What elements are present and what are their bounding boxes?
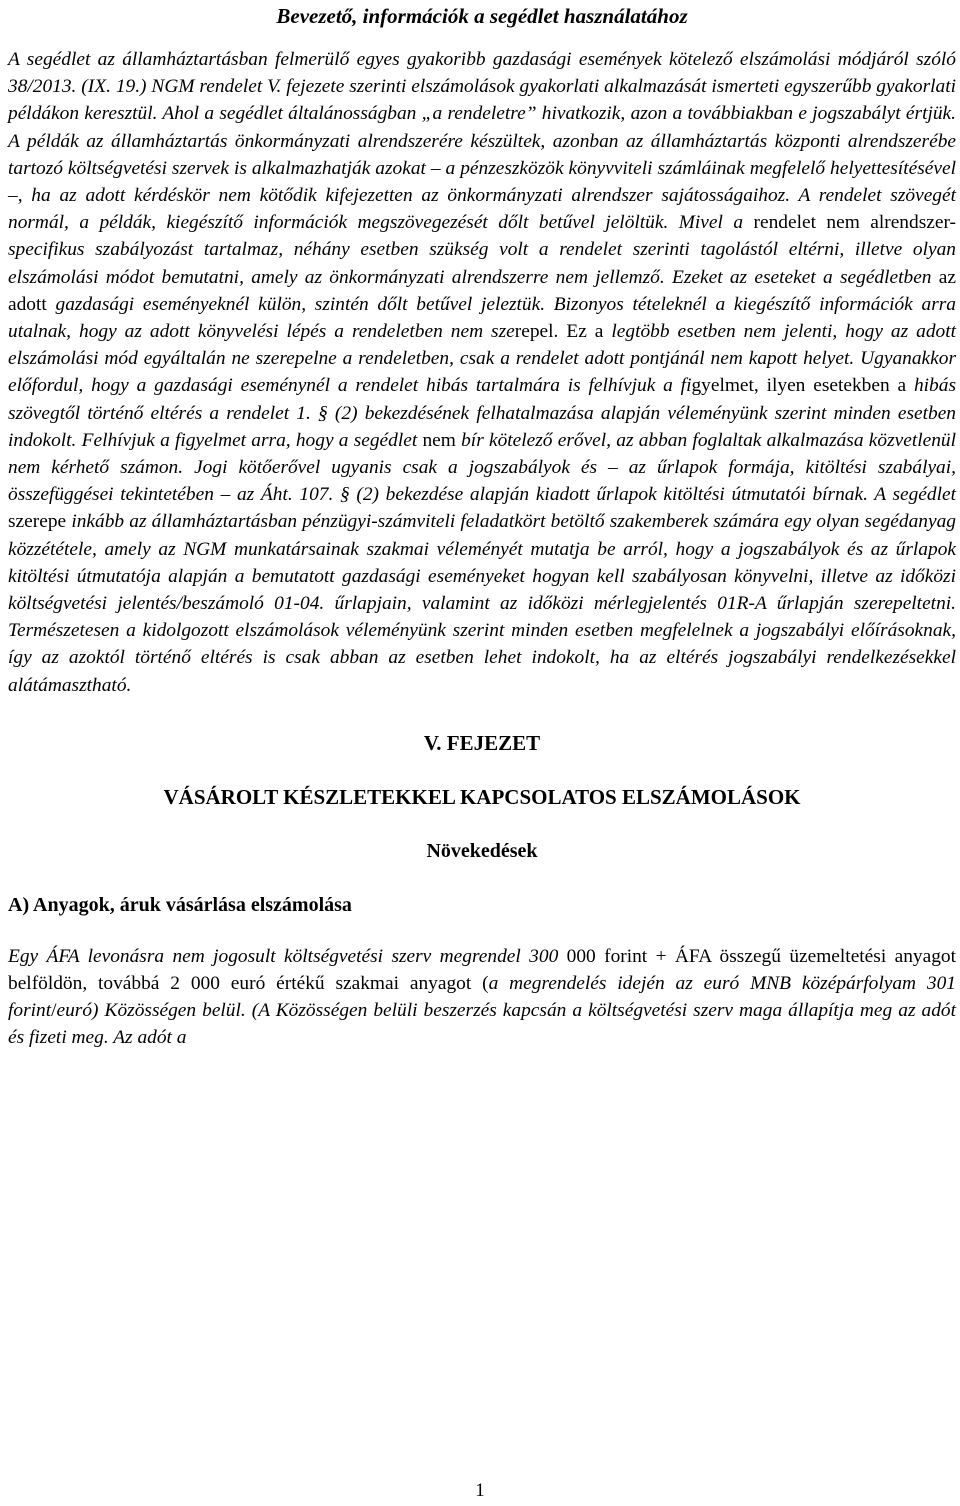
subsection-title: A) Anyagok, áruk vásárlása elszámolása <box>8 893 352 916</box>
intro-text-italic-5: hibás szövegtől történő eltérés a rendelet 1. § (2) bekezdésének felhatalmazása alapján véleményünk szerint minden esetben indokolt. Felhívjuk a figyelmet arra, hogy a segédlet <box>8 375 956 451</box>
example-text-normal-2: / <box>51 1000 57 1022</box>
page-number: 1 <box>475 1480 485 1501</box>
document-page <box>8 0 956 1052</box>
intro-text-italic-2: specifikus szabályozást tartalmaz, néhány esetben szükség volt a rendelet szerinti tagolástól eltérni, illetve olyan elszámolási módot bemutatni, amely az önkormányzati alrendszerre nem jellemző. Ezeket az eseteket a segédletben <box>8 239 956 288</box>
intro-text-italic-1: A segédlet az államháztartásban felmerülő egyes gyakoribb gazdasági események kötelező elszámolási módjáról szóló 38/2013. (IX. 19.) NGM rendelet V. fejezete szerinti elszámolások gyakorlati alkalmazását ismerteti egyszerűbb gyakorlati példákon keresztül. Ahol a segédlet általánosságban „a rendeletre” hivatkozik, azon a továbbiakban e jogszabályt értjük. A példák az államháztartás önkormányzati alrendszerére készültek, azonban az államháztartás központi alrendszerébe tartozó költségvetési szervek is alkalmazhatják azokat – a pénzeszközök könyvviteli számláinak megfelelő helyettesítésével –, ha az adott kérdéskör nem kötődik kifejezetten az önkormányzati alrendszer sajátosságaihoz. A rendelet szövegét normál, a példák, kiegészítő információk megszövegezését dőlt betűvel jelöltük. Mivel a <box>8 49 956 234</box>
intro-text-normal-1: rendelet nem alrendszer- <box>753 212 956 234</box>
intro-text-normal-4: gyelmet, ilyen esetekben a <box>691 375 907 397</box>
example-text-normal-1: 000 forint + ÁFA összegű üzemeltetési anyagot belföldön, továbbá 2 000 euró értékű szakmai anyagot ( <box>8 945 956 995</box>
intro-text-italic-6: bír kötelező erővel, az abban foglaltak alkalmazása közvetlenül nem kérhető számon. Jogi kötőerővel ugyanis csak a jogszabályok és – az űrlapok formája, kitöltési szabályai, összefüggései tekintetében – az Áht. 107. § (2) bekezdése alapján kiadott űrlapok kitöltési útmutatói bírnak. A segédlet <box>8 429 957 506</box>
section-title: Növekedések <box>426 839 538 862</box>
example-text-italic-1: Egy ÁFA levonásra nem jogosult költségvetési szerv megrendel 300 <box>8 945 559 967</box>
intro-paragraph <box>8 46 956 699</box>
intro-heading: Bevezető, információk a segédlet használatához <box>276 4 688 28</box>
intro-text-italic-7: inkább az államháztartásban pénzügyi-számviteli feladatkört betöltő szakemberek számára egy olyan segédanyag közzététele, amely az NGM munkatársainak szakmai véleményét mutatja be arról, hogy a jogszabályok és az űrlapok kitöltési útmutatója alapján a bemutatott gazdasági eseményeket hogyan kell szabályosan könyvelni, illetve az időközi költségvetési jelentés/beszámoló 01-04. űrlapjain, valamint az időközi mérlegjelentés 01R-A űrlapján szerepeltetni. Természetesen a kidolgozott elszámolások véleményünk szerint minden esetben megfelelnek a jogszabályi előírásoknak, így az azoktól történő eltérés is csak abban az esetben lehet indokolt, ha az eltérés jogszabályi rendelkezésekkel alátámasztható. <box>8 511 957 696</box>
example-paragraph <box>8 943 956 1052</box>
chapter-number: V. FEJEZET <box>423 730 541 755</box>
intro-text-normal-5: nem <box>417 429 456 451</box>
example-text-italic-2: a megrendelés idején az euró MNB középárfolyam 301 forint <box>8 973 956 1022</box>
intro-text-normal-2: az adott <box>8 266 957 315</box>
intro-text-italic-4: legtöbb esetben nem jelenti, hogy az adott elszámolási mód egyáltalán ne szerepelne a rendeletben, csak a rendelet adott pontjánál nem kapott helyet. Ugyanakkor előfordul, hogy a gazdasági eseménynél a rendelet hibás tartalmára is felhívjuk a fi <box>8 321 957 397</box>
example-text-italic-3: euró) Közösségen belül. (A Közösségen belüli beszerzés kapcsán a költségvetési szerv maga állapítja meg az adót és fizeti meg. Az adót a <box>8 1000 956 1049</box>
intro-text-normal-6: szerepe <box>8 511 72 533</box>
intro-text-normal-3: repel. Ez a <box>514 321 604 343</box>
chapter-title: VÁSÁROLT KÉSZLETEKKEL KAPCSOLATOS ELSZÁMOLÁSOK <box>163 784 801 809</box>
intro-text-italic-3: gazdasági eseményeknél külön, szintén dőlt betűvel jeleztük. Bizonyos tételeknél a kiegészítő információk arra utalnak, hogy az adott könyvelési lépés a rendeletben nem sze <box>8 293 956 343</box>
